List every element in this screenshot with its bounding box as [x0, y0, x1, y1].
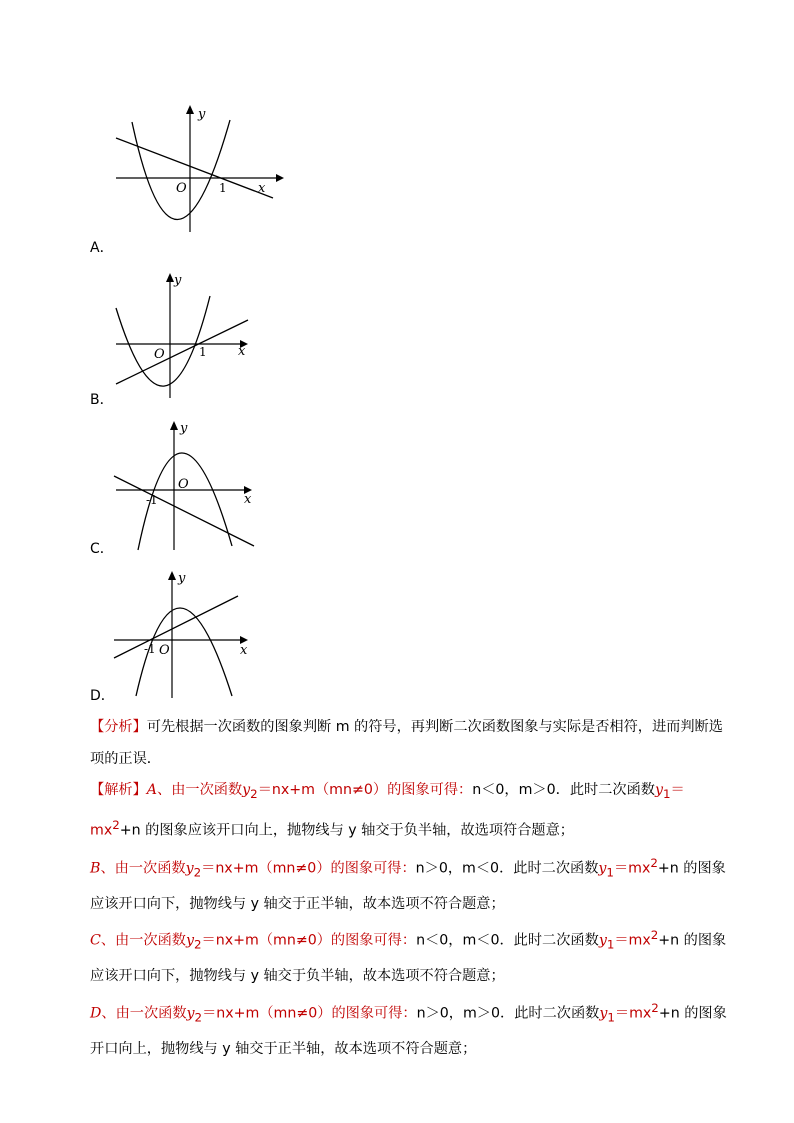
option-letter: D — [90, 1005, 102, 1022]
superscript: 2 — [650, 928, 659, 943]
var-y: y — [186, 932, 195, 949]
subscript: 2 — [194, 937, 202, 952]
text-run: ＝mx — [614, 932, 651, 949]
option-d-label: D． — [90, 688, 115, 704]
line — [114, 596, 238, 658]
text-run: 、由一次函数 — [157, 782, 243, 798]
subscript: 1 — [607, 1010, 615, 1025]
text-run: ＝nx+m（mn≠0）的图象可得： — [201, 860, 416, 877]
text-run: 、由一次函数 — [101, 1005, 187, 1022]
x-label: x — [258, 181, 266, 196]
var-y: y — [598, 860, 607, 877]
text-run: n＜0，m＜0．此时二次函数 — [416, 932, 599, 949]
text-run: ＝mx — [613, 860, 651, 877]
origin-label: O — [176, 181, 187, 196]
superscript: 2 — [112, 818, 120, 833]
var-y: y — [598, 932, 607, 949]
option-letter: C — [90, 932, 101, 949]
line — [116, 138, 273, 198]
analysis-text: 可先根据一次函数的图象判断 m 的符号，再判断二次函数图象与实际是否相符，进而判断选项的正误． — [90, 719, 723, 767]
analysis-section — [90, 712, 730, 775]
var-y: y — [186, 1005, 195, 1022]
text-run: +n 的图象开口向上，抛物线与 y 轴交于正半轴，故本选项不符合题意； — [90, 1005, 727, 1057]
text-run: ＝mx — [614, 1005, 652, 1022]
graph-c — [108, 418, 288, 553]
solution-item-c — [90, 920, 730, 993]
tick-label: -1 — [146, 493, 158, 507]
analysis-tag: 【分析】 — [90, 719, 147, 735]
analysis-paragraph — [90, 712, 730, 775]
text-run: ＝nx+m（mn≠0）的图象可得： — [257, 782, 473, 798]
superscript: 2 — [650, 855, 658, 870]
option-c-label: C． — [90, 541, 114, 557]
text-run: ＝mx — [90, 782, 685, 840]
text-run: ＝nx+m（mn≠0）的图象可得： — [202, 1005, 417, 1022]
option-b-label: B． — [90, 392, 114, 408]
text-run: 、由一次函数 — [100, 932, 186, 949]
graph-d-svg — [108, 568, 288, 700]
graph-b — [108, 270, 288, 400]
text-run: 、由一次函数 — [100, 860, 186, 877]
subscript: 2 — [250, 786, 258, 801]
y-axis-arrow — [186, 105, 194, 114]
tick-label: 1 — [199, 345, 207, 359]
line — [116, 320, 248, 384]
graph-b-svg — [108, 270, 288, 400]
x-label: x — [240, 643, 248, 658]
subscript: 2 — [194, 1010, 203, 1025]
origin-label: O — [178, 477, 189, 492]
var-y: y — [242, 782, 251, 798]
text-run: +n 的图象应该开口向上，抛物线与 y 轴交于负半轴，故选项符合题意； — [119, 823, 574, 840]
x-axis-arrow — [276, 174, 284, 182]
y-axis-arrow — [166, 273, 174, 282]
subscript: 2 — [193, 865, 202, 880]
var-y: y — [599, 1005, 608, 1022]
solution-item-b — [90, 848, 730, 921]
solution-section — [90, 775, 730, 1065]
y-label: y — [180, 421, 188, 436]
text-run: ＝nx+m（mn≠0）的图象可得： — [201, 932, 417, 949]
var-y: y — [654, 782, 663, 798]
option-letter: A — [146, 782, 158, 798]
y-axis-arrow — [170, 421, 178, 430]
parabola — [116, 296, 210, 386]
text-run: +n 的图象应该开口向下，抛物线与 y 轴交于负半轴，故本选项不符合题意； — [90, 932, 727, 985]
parabola — [132, 120, 230, 220]
tick-label: -1 — [144, 642, 156, 656]
text-run: n＞0，m＜0．此时二次函数 — [415, 860, 599, 877]
y-label: y — [198, 107, 206, 122]
solution-item-d — [90, 993, 730, 1066]
graph-d — [108, 568, 288, 700]
text-run: n＜0，m＞0．此时二次函数 — [472, 782, 655, 798]
option-letter: B — [90, 860, 101, 877]
x-label: x — [238, 344, 246, 359]
origin-label: O — [154, 347, 165, 362]
graph-a-svg — [108, 100, 288, 240]
graph-c-svg — [108, 418, 288, 553]
text-run: n＞0，m＞0．此时二次函数 — [416, 1005, 600, 1022]
y-axis-arrow — [168, 571, 176, 580]
solution-tag: 【解析】 — [90, 782, 147, 798]
var-y: y — [185, 860, 194, 877]
superscript: 2 — [651, 1000, 659, 1015]
subscript: 1 — [662, 786, 671, 801]
option-a-label: A． — [90, 240, 114, 256]
y-label: y — [174, 273, 182, 288]
x-label: x — [244, 492, 252, 507]
solution-item-a — [90, 775, 730, 848]
subscript: 1 — [606, 937, 615, 952]
subscript: 1 — [606, 865, 614, 880]
y-label: y — [178, 571, 186, 586]
tick-label: 1 — [219, 181, 227, 195]
origin-label: O — [159, 643, 170, 658]
graph-a — [108, 100, 288, 240]
text-run: +n 的图象应该开口向下，抛物线与 y 轴交于正半轴，故本选项不符合题意； — [90, 860, 726, 912]
